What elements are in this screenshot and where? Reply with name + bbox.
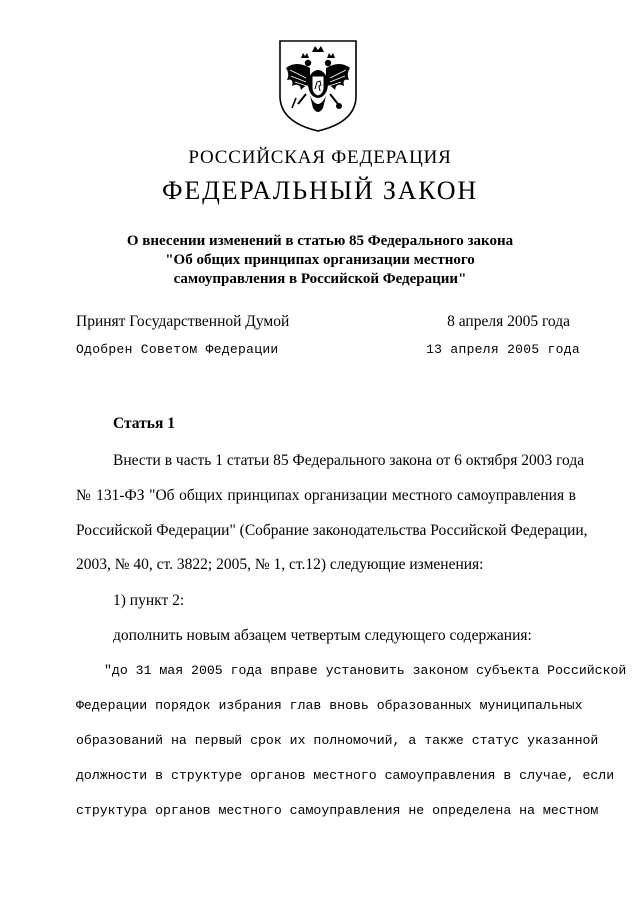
- article-text-line: Федерации порядок избрания глав вновь образованных муниципальных: [76, 698, 583, 713]
- article-text-line: "до 31 мая 2005 года вправе установить законом субъекта Российской: [104, 663, 627, 678]
- article-text-line: 1) пункт 2:: [113, 592, 185, 609]
- article-text-line: дополнить новым абзацем четвертым следующего содержания:: [113, 627, 532, 644]
- article-text-line: должности в структуре органов местного самоуправления в случае, если: [76, 768, 615, 783]
- article-text-line: образований на первый срок их полномочий, а также статус указанной: [76, 733, 599, 748]
- law-title-line: самоуправления в Российской Федерации": [173, 271, 467, 287]
- duma-adoption-label: Принят Государственной Думой: [76, 313, 290, 330]
- article-text-line: 2003, № 40, ст. 3822; 2005, № 1, ст.12) следующие изменения:: [76, 556, 484, 573]
- law-title: [80, 232, 560, 289]
- article-text-line: Внести в часть 1 статьи 85 Федерального закона от 6 октября 2003 года: [113, 452, 585, 469]
- article-text-line: структура органов местного самоуправления не определена на местном: [76, 803, 599, 818]
- article-text-line: Российской Федерации" (Собрание законодательства Российской Федерации,: [76, 522, 588, 539]
- article-text-line: № 131-ФЗ "Об общих принципах организации местного самоуправления в: [76, 487, 576, 504]
- article-heading: Статья 1: [113, 415, 175, 432]
- law-title-line: О внесении изменений в статью 85 Федерального закона: [126, 233, 514, 249]
- country-heading: РОССИЙСКАЯ ФЕДЕРАЦИЯ: [188, 147, 452, 168]
- council-approval-date: 13 апреля 2005 года: [426, 342, 580, 357]
- document-type-heading: ФЕДЕРАЛЬНЫЙ ЗАКОН: [162, 176, 478, 205]
- law-title-line: "Об общих принципах организации местного: [165, 252, 475, 268]
- duma-adoption-date: 8 апреля 2005 года: [447, 313, 570, 330]
- council-approval-label: Одобрен Советом Федерации: [76, 342, 279, 357]
- coat-of-arms-emblem: [276, 38, 360, 134]
